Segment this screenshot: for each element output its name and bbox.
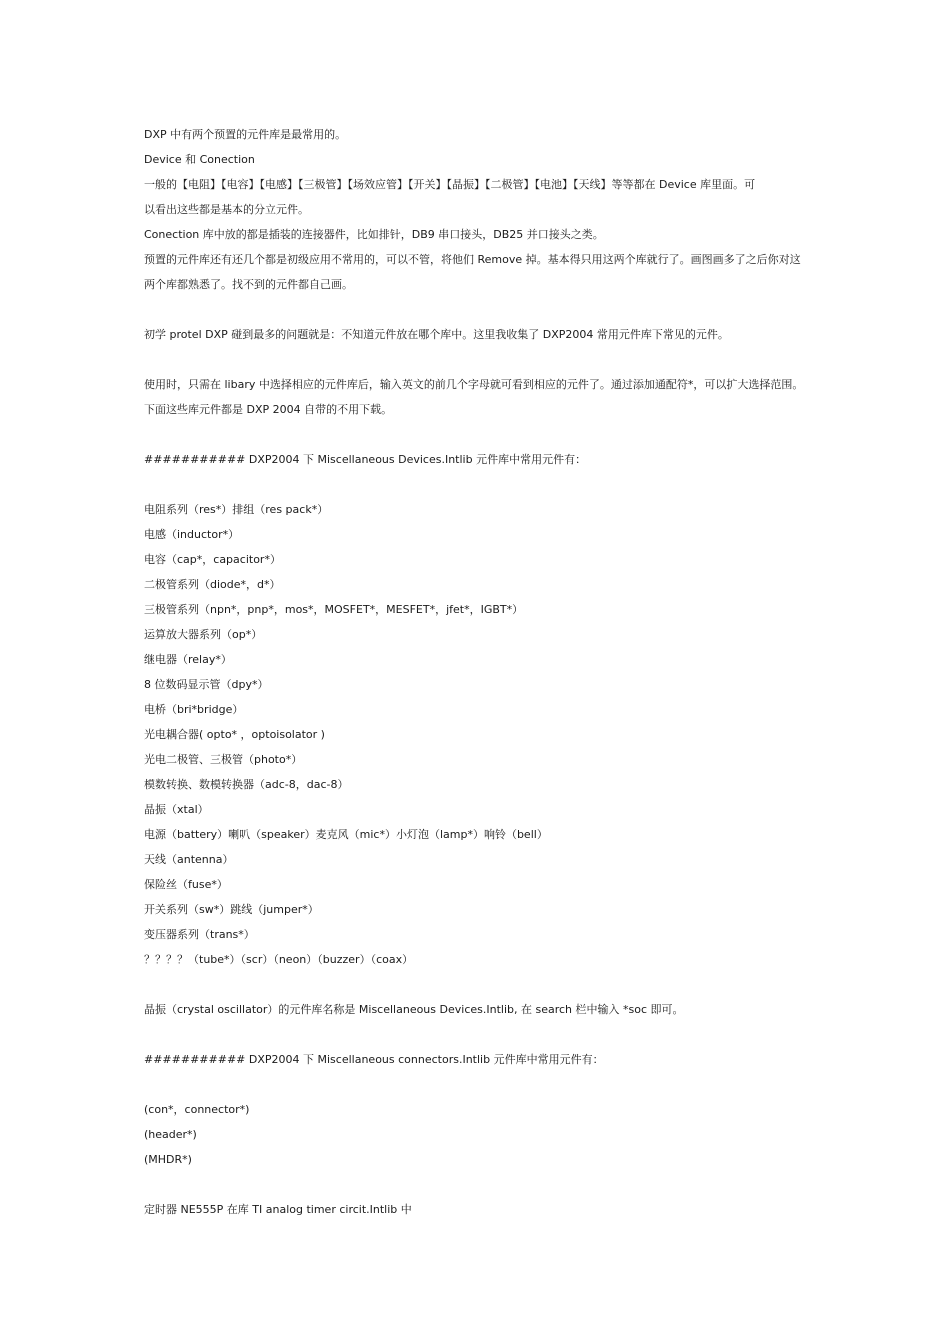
spacer	[144, 1022, 824, 1047]
list-item: 三极管系列（npn*，pnp*，mos*，MOSFET*，MESFET*，jfet*，IGBT*）	[144, 603, 524, 616]
intro-line-5: Conection 库中放的都是插装的连接器件，比如排针，DB9 串口接头，DB25 并口接头之类。	[144, 228, 604, 241]
list-item: 运算放大器系列（op*）	[144, 628, 263, 641]
section1-component-list	[144, 497, 824, 972]
intro-line-1: DXP 中有两个预置的元件库是最常用的。	[144, 128, 347, 141]
list-item: 开关系列（sw*）跳线（jumper*）	[144, 903, 319, 916]
list-item: 光电二极管、三极管（photo*）	[144, 753, 303, 766]
list-item: 模数转换、数模转换器（adc-8，dac-8）	[144, 778, 349, 791]
list-item: 电源（battery）喇叭（speaker）麦克风（mic*）小灯泡（lamp*）响铃（bell）	[144, 828, 548, 841]
list-item: 二极管系列（diode*，d*）	[144, 578, 281, 591]
list-item: (MHDR*)	[144, 1153, 192, 1166]
list-item: 电感（inductor*）	[144, 528, 240, 541]
list-item: 光电耦合器( opto* ，optoisolator )	[144, 728, 325, 741]
list-item: ？？？？（tube*）（scr）（neon）（buzzer）（coax）	[144, 953, 414, 966]
list-item: 天线（antenna）	[144, 853, 234, 866]
list-item: 电桥（bri*bridge）	[144, 703, 244, 716]
list-item: 变压器系列（trans*）	[144, 928, 255, 941]
section2-heading: ########### DXP2004 下 Miscellaneous connectors.Intlib 元件库中常用元件有：	[144, 1053, 604, 1066]
intro-line-4: 以看出这些都是基本的分立元件。	[144, 203, 309, 216]
document-page	[144, 122, 824, 1222]
spacer	[144, 1172, 824, 1197]
intro-line-2: Device 和 Conection	[144, 153, 255, 166]
list-item: 继电器（relay*）	[144, 653, 232, 666]
usage-line-1: 使用时，只需在 libary 中选择相应的元件库后，输入英文的前几个字母就可看到相应的元件了。通过添加通配符*，可以扩大选择范围。	[144, 378, 804, 391]
list-item: (con*，connector*)	[144, 1103, 250, 1116]
spacer	[144, 472, 824, 497]
section1-heading: ########### DXP2004 下 Miscellaneous Devices.Intlib 元件库中常用元件有：	[144, 453, 587, 466]
spacer	[144, 1072, 824, 1097]
list-item: (header*)	[144, 1128, 197, 1141]
list-item: 8 位数码显示管（dpy*）	[144, 678, 269, 691]
list-item: 电阻系列（res*）排组（res pack*）	[144, 503, 329, 516]
paragraph-common-problem: 初学 protel DXP 碰到最多的问题就是：不知道元件放在哪个库中。这里我收集了 DXP2004 常用元件库下常见的元件。	[144, 328, 729, 341]
crystal-note: 晶振（crystal oscillator）的元件库名称是 Miscellaneous Devices.Intlib, 在 search 栏中输入 *soc 即可。	[144, 1003, 684, 1016]
section2-component-list	[144, 1097, 824, 1172]
intro-line-7: 两个库都熟悉了。找不到的元件都自己画。	[144, 278, 353, 291]
list-item: 电容（cap*，capacitor*）	[144, 553, 281, 566]
spacer	[144, 972, 824, 997]
list-item: 保险丝（fuse*）	[144, 878, 228, 891]
spacer	[144, 422, 824, 447]
spacer	[144, 297, 824, 322]
intro-line-6: 预置的元件库还有还几个都是初级应用不常用的，可以不管，将他们 Remove 掉。基本得只用这两个库就行了。画图画多了之后你对这	[144, 253, 801, 266]
intro-line-3: 一般的【电阻】【电容】【电感】【三极管】【场效应管】【开关】【晶振】【二极管】【电池】【天线】等等都在 Device 库里面。可	[144, 178, 756, 191]
spacer	[144, 347, 824, 372]
list-item: 晶振（xtal）	[144, 803, 209, 816]
timer-note: 定时器 NE555P 在库 TI analog timer circit.Intlib 中	[144, 1203, 412, 1216]
usage-line-2: 下面这些库元件都是 DXP 2004 自带的不用下载。	[144, 403, 393, 416]
